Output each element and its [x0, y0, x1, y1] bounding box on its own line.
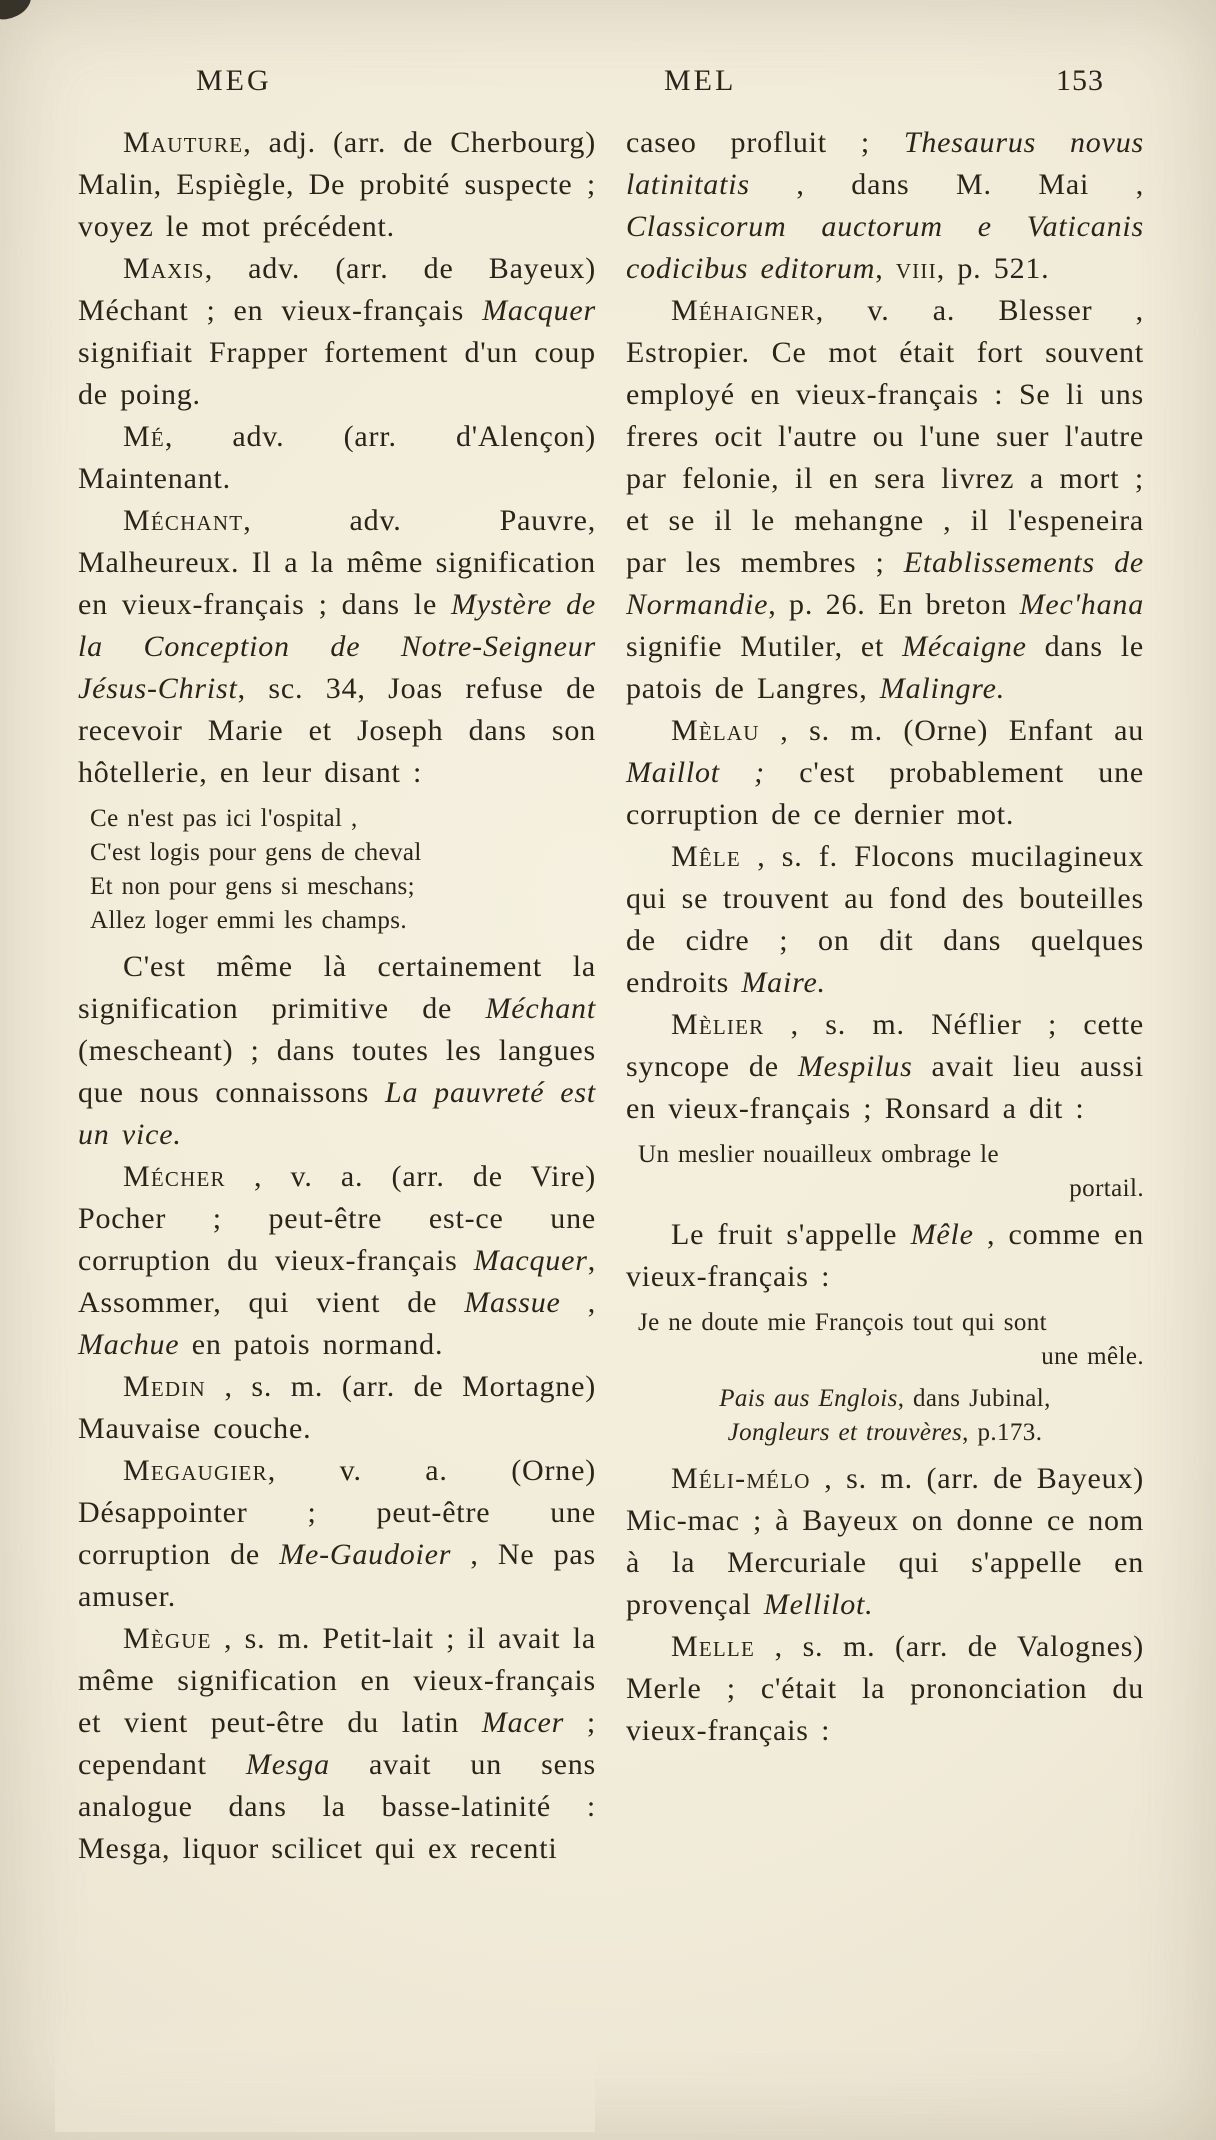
text-run: Malingre.: [879, 672, 1006, 705]
entry-maxis: [78, 248, 596, 416]
text-run: signifiait Frapper fortement d'un coup de poing.: [78, 336, 596, 411]
text-run: La pauvreté est un vice.: [78, 1076, 596, 1151]
text-run: Me-Gaudoier: [279, 1538, 452, 1571]
text-run: , s. m. (arr. de Mortagne) Mauvaise couche.: [78, 1370, 596, 1445]
page-number: 153: [1056, 64, 1104, 97]
headword: Medin: [123, 1370, 206, 1403]
text-run: , s. m. (arr. de Valognes) Merle ; c'était la prononciation du vieux-français :: [626, 1630, 1144, 1747]
text-run: , s. m. (Orne) Enfant au: [759, 714, 1144, 747]
text-run: , Assommer, qui vient de: [78, 1244, 596, 1319]
text-run: Jongleurs et trouvères: [727, 1419, 963, 1446]
page-content: [78, 64, 1144, 2110]
entry-mecher: [78, 1156, 596, 1366]
text-run: Macquer: [473, 1244, 588, 1277]
headword: viii: [895, 252, 937, 285]
text-run: Thesaurus novus latinitatis: [626, 126, 1144, 201]
headword: Mé: [123, 420, 165, 453]
text-run: , v. a. (Orne) Désappointer ; peut-être une corruption de: [78, 1454, 596, 1571]
text-columns: [78, 122, 1144, 1870]
headword: Mêle: [671, 840, 741, 873]
text-run: avait un sens analogue dans la basse-latinité : Mesga, liquor scilicet qui ex recenti: [78, 1748, 596, 1865]
text-run: Mêle: [910, 1218, 974, 1251]
verse-mele: [638, 1306, 1144, 1374]
text-run: c'est probablement une corruption de ce dernier mot.: [626, 756, 1144, 831]
paragraph-mechant-suite: [78, 946, 596, 1156]
text-run: Machue: [78, 1328, 180, 1361]
headword: Melle: [671, 1630, 755, 1663]
entry-melier: [626, 1004, 1144, 1130]
text-run: , adv. (arr. d'Alençon) Maintenant.: [78, 420, 596, 495]
text-run: Mespilus: [797, 1050, 913, 1083]
text-run: en patois normand.: [179, 1328, 444, 1361]
text-run: Mellilot.: [763, 1588, 874, 1621]
text-run: Je ne doute mie François tout qui sont: [638, 1309, 1048, 1336]
text-run: , adj. (arr. de Cherbourg) Malin, Espiègle, De probité suspecte ; voyez le mot précédent.: [78, 126, 596, 243]
text-run: , adv. (arr. de Bayeux) Méchant ; en vieux-français: [78, 252, 596, 327]
running-head-right: MEL: [664, 64, 737, 97]
citation-source: [626, 1382, 1144, 1450]
text-run: Un meslier nouailleux ombrage le: [638, 1141, 999, 1168]
verse-meslier: [638, 1138, 1144, 1206]
entry-megue: [78, 1618, 596, 1870]
text-run: , adv. Pauvre, Malheureux. Il a la même signification en vieux-français ; dans le: [78, 504, 596, 621]
text-run: , comme en vieux-français :: [626, 1218, 1145, 1293]
text-run: C'est même là certainement la signification primitive de: [78, 950, 596, 1025]
text-run: ,: [875, 252, 896, 285]
entry-medin: [78, 1366, 596, 1450]
text-run: Le fruit s'appelle: [671, 1218, 911, 1251]
text-run: ; cependant: [78, 1706, 596, 1781]
text-run: C'est logis pour gens de cheval: [90, 839, 422, 866]
text-run: , dans Jubinal,: [897, 1385, 1051, 1412]
verse-line: [626, 1416, 1144, 1450]
paragraph-fruit: [626, 1214, 1144, 1298]
entry-me: [78, 416, 596, 500]
entry-melimelo: [626, 1458, 1144, 1626]
text-run: Massue: [464, 1286, 561, 1319]
text-run: , sc. 34, Joas refuse de recevoir Marie et Joseph dans son hôtellerie, en leur disant :: [78, 672, 596, 789]
column-1: [78, 122, 596, 1870]
headword: Méli-mélo: [671, 1462, 811, 1495]
text-run: Méchant: [485, 992, 596, 1025]
verse-line: [638, 1340, 1144, 1374]
text-run: , Ne pas amuser.: [78, 1538, 597, 1613]
headword: Mèlau: [671, 714, 760, 747]
text-run: Mystère de la Conception de Notre-Seigneur Jésus-Christ: [78, 588, 596, 705]
headword: Méchant: [123, 504, 244, 537]
verse-line: [90, 836, 596, 870]
verse-line: [90, 870, 596, 904]
entry-melau: [626, 710, 1144, 836]
headword: Mèlier: [671, 1008, 765, 1041]
headword: Méhaigner: [671, 294, 816, 327]
column-2: [626, 122, 1144, 1870]
text-run: signifie Mutiler, et: [626, 630, 903, 663]
entry-mehaigner: [626, 290, 1144, 710]
entry-mele: [626, 836, 1144, 1004]
text-run: caseo profluit ;: [626, 126, 904, 159]
headword: Maxis: [123, 252, 205, 285]
text-run: , s. m. (arr. de Bayeux) Mic-mac ; à Bayeux on donne ce nom à la Mercuriale qui s'appelle en provençal: [626, 1462, 1144, 1621]
text-run: Etablissements de Normandie: [626, 546, 1144, 621]
paragraph-megue-suite: [626, 122, 1144, 290]
text-run: , s. f. Flocons mucilagineux qui se trouvent au fond des bouteilles de cidre ; on dit dans quelques endroits: [626, 840, 1144, 999]
text-run: une mêle.: [1041, 1343, 1144, 1370]
text-run: Macquer: [482, 294, 596, 327]
verse-line: [90, 904, 596, 938]
text-run: , s. m. Néflier ; cette syncope de: [626, 1008, 1144, 1083]
text-run: avait lieu aussi en vieux-français ; Ronsard a dit :: [626, 1050, 1145, 1125]
verse-line: [90, 802, 596, 836]
text-run: Mec'hana: [1019, 588, 1144, 621]
text-run: Mesga: [245, 1748, 330, 1781]
headword: Mauture: [123, 126, 244, 159]
page-header: [78, 64, 1144, 108]
verse-line: [638, 1172, 1144, 1206]
verse-line: [638, 1306, 1144, 1340]
text-run: Macer: [481, 1706, 565, 1739]
text-run: , p. 26. En breton: [768, 588, 1020, 621]
text-run: , v. a. (arr. de Vire) Pocher ; peut-être est-ce une corruption du vieux-français: [78, 1160, 596, 1277]
text-run: , dans M. Mai ,: [749, 168, 1144, 201]
text-run: Maillot ;: [626, 756, 765, 789]
text-run: Maire.: [741, 966, 826, 999]
text-run: Classicorum auctorum e Vaticanis codicibus editorum: [626, 210, 1144, 285]
text-run: (mescheant) ; dans toutes les langues que nous connaissons: [78, 1034, 596, 1109]
verse-line: [626, 1382, 1144, 1416]
text-run: Ce n'est pas ici l'ospital ,: [90, 805, 358, 832]
text-run: dans le patois de Langres,: [626, 630, 1144, 705]
text-run: ,: [560, 1286, 596, 1319]
text-run: Allez loger emmi les champs.: [90, 907, 408, 934]
entry-mauture: [78, 122, 596, 248]
text-run: portail.: [1069, 1175, 1144, 1202]
headword: Mécher: [123, 1160, 226, 1193]
text-run: , v. a. Blesser , Estropier. Ce mot était fort souvent employé en vieux-français : Se li uns freres ocit l'autre ou l'une suer l'autre par felonie, il en sera livrez a mort ; et se il le mehangne , il l'espeneira par les membres ;: [626, 294, 1144, 579]
verse-line: [638, 1138, 1144, 1172]
text-run: Et non pour gens si meschans;: [90, 873, 416, 900]
running-head-left: MEG: [196, 64, 272, 97]
text-run: , p.173.: [962, 1419, 1043, 1446]
text-run: Mécaigne: [902, 630, 1027, 663]
headword: Mègue: [123, 1622, 212, 1655]
text-run: , s. m. Petit-lait ; il avait la même signification en vieux-français et vient peut-être du latin: [78, 1622, 596, 1739]
entry-megaugier: [78, 1450, 596, 1618]
verse-hospital: [90, 802, 596, 938]
text-run: Pais aus Englois: [719, 1385, 898, 1412]
entry-melle: [626, 1626, 1144, 1752]
text-run: , p. 521.: [936, 252, 1050, 285]
scan-artifact-corner: [0, 0, 34, 21]
headword: Megaugier: [123, 1454, 268, 1487]
entry-mechant: [78, 500, 596, 794]
